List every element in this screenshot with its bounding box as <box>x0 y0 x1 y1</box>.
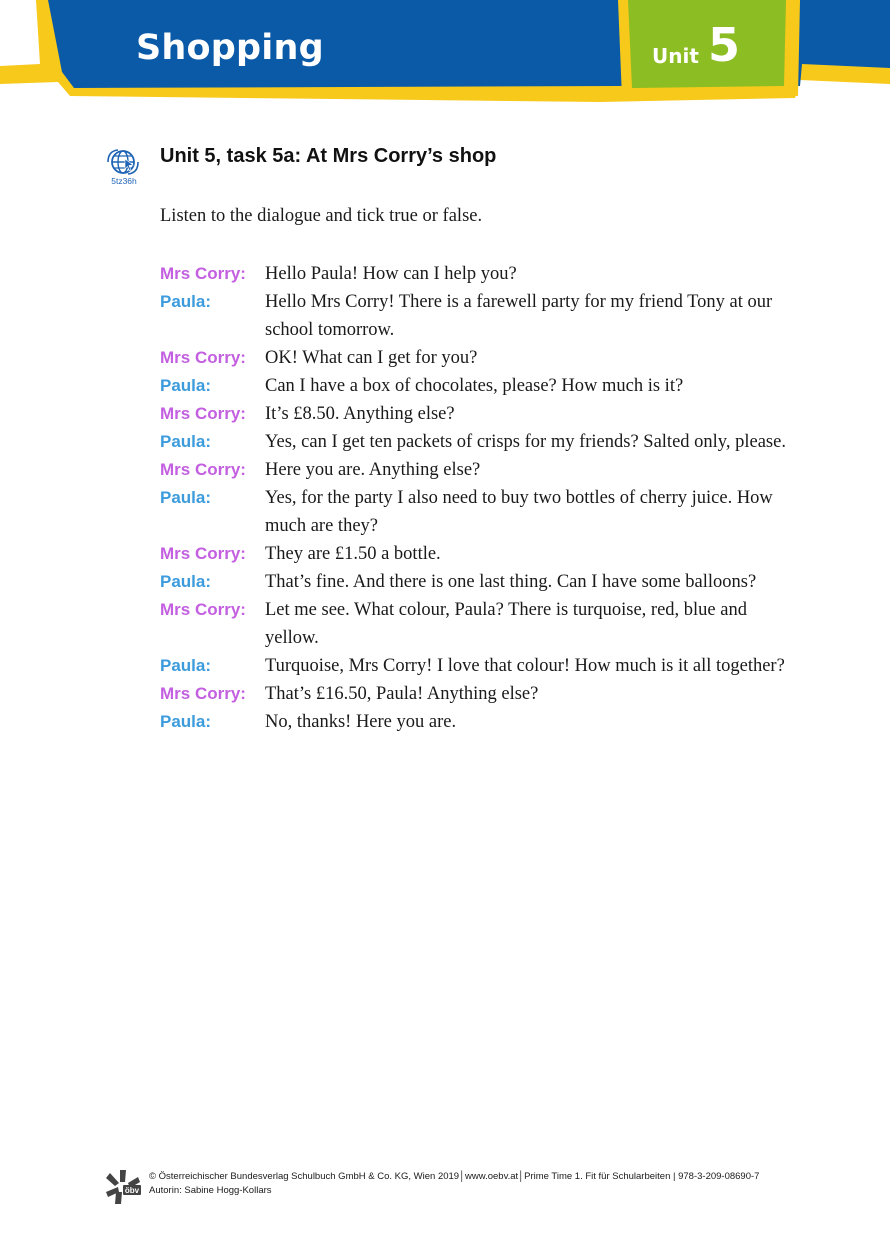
dialogue-turn <box>160 344 800 372</box>
dialogue-turn <box>160 540 800 568</box>
page-title: Shopping <box>136 28 324 68</box>
dialogue-line: They are £1.50 a bottle. <box>265 544 441 564</box>
speaker-label: Paula: <box>160 432 212 451</box>
dialogue-line: It’s £8.50. Anything else? <box>265 404 455 424</box>
speaker-label: Mrs Corry: <box>160 684 246 703</box>
speaker-label: Mrs Corry: <box>160 460 246 479</box>
speaker-label: Paula: <box>160 712 212 731</box>
dialogue-line: That’s fine. And there is one last thing. Can I have some balloons? <box>265 572 757 592</box>
dialogue-turn <box>160 456 800 484</box>
dialogue-line: Let me see. What colour, Paula? There is turquoise, red, blue and yellow. <box>265 600 747 648</box>
task-instruction: Listen to the dialogue and tick true or false. <box>160 206 483 226</box>
speaker-label: Paula: <box>160 292 212 311</box>
speaker-label: Mrs Corry: <box>160 600 246 619</box>
dialogue-line: Hello Paula! How can I help you? <box>265 264 517 284</box>
speaker-label: Mrs Corry: <box>160 404 246 423</box>
oebv-logo-icon <box>104 1168 142 1206</box>
footer <box>149 1170 849 1197</box>
banner-graphic <box>0 0 890 110</box>
dialogue-line: Yes, can I get ten packets of crisps for my friends? Salted only, please. <box>265 432 786 452</box>
dialogue-turn <box>160 372 800 400</box>
dialogue-turn <box>160 288 800 344</box>
dialogue-line: Can I have a box of chocolates, please? How much is it? <box>265 376 684 396</box>
dialogue-turn <box>160 680 800 708</box>
unit-label: Unit <box>652 44 699 68</box>
dialogue-line: OK! What can I get for you? <box>265 348 478 368</box>
dialogue-line: No, thanks! Here you are. <box>265 712 457 732</box>
dialogue-turn <box>160 484 800 540</box>
dialogue-turn <box>160 652 800 680</box>
dialogue-turn <box>160 596 800 652</box>
task-title: Unit 5, task 5a: At Mrs Corry’s shop <box>160 145 497 167</box>
unit-number: 5 <box>708 18 741 72</box>
dialogue-turn <box>160 400 800 428</box>
dialogue-turn <box>160 568 800 596</box>
author-line: Autorin: Sabine Hogg-Kollars <box>149 1184 272 1196</box>
dialogue-line: That’s £16.50, Paula! Anything else? <box>265 684 539 704</box>
speaker-label: Mrs Corry: <box>160 544 246 563</box>
dialogue-turn <box>160 260 800 288</box>
speaker-label: Paula: <box>160 376 212 395</box>
dialogue-line: Hello Mrs Corry! There is a farewell party for my friend Tony at our school tomorrow. <box>265 292 773 340</box>
dialogue-turn <box>160 428 800 456</box>
speaker-label: Mrs Corry: <box>160 348 246 367</box>
globe-cursor-icon[interactable] <box>106 148 140 176</box>
speaker-label: Paula: <box>160 572 212 591</box>
copyright-line: © Österreichischer Bundesverlag Schulbuch GmbH & Co. KG, Wien 2019│www.oebv.at│Prime Time 1. Fit für Schularbeiten | 978-3-209-08690-7 <box>149 1171 760 1182</box>
speaker-label: Paula: <box>160 656 212 675</box>
logo-text: öbv <box>124 1186 140 1195</box>
speaker-label: Mrs Corry: <box>160 264 246 283</box>
dialogue-turn <box>160 708 800 736</box>
dialogue <box>160 260 800 736</box>
dialogue-line: Turquoise, Mrs Corry! I love that colour! How much is it all together? <box>265 656 785 676</box>
speaker-label: Paula: <box>160 488 212 507</box>
dialogue-line: Here you are. Anything else? <box>265 460 481 480</box>
web-code[interactable]: 5tz36h <box>111 176 137 186</box>
dialogue-line: Yes, for the party I also need to buy two bottles of cherry juice. How much are they? <box>265 488 773 536</box>
